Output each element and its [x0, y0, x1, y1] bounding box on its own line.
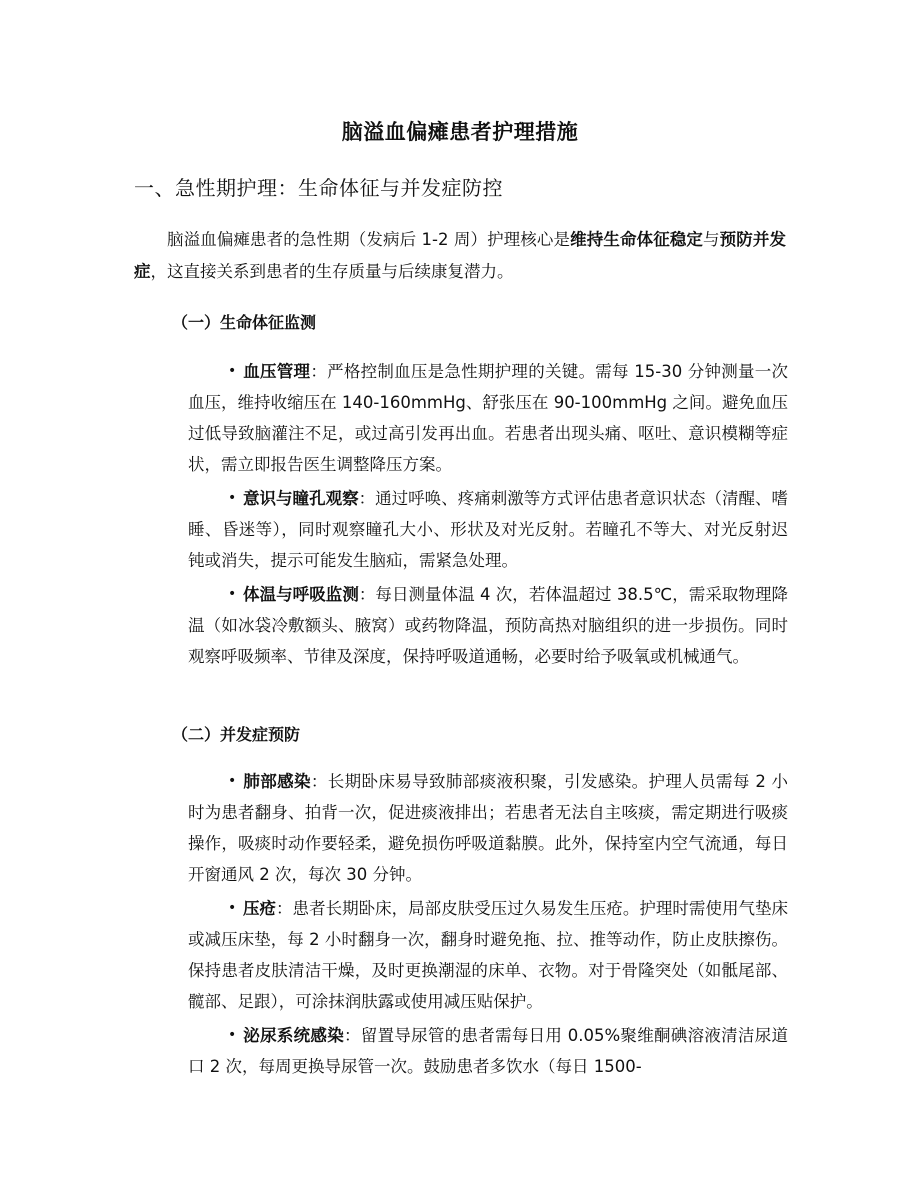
item-label: 体温与呼吸监测 [243, 585, 359, 604]
item-text: ：患者长期卧床，局部皮肤受压过久易发生压疮。护理时需使用气垫床或减压床垫，每 2 小时翻身一次，翻身时避免拖、拉、推等动作，防止皮肤擦伤。保持患者皮肤清洁干燥，及时更换潮湿的床单、衣物。对于骨隆突处（如骶尾部、髋部、足跟），可涂抹润肤露或使用减压贴保护。 [188, 899, 789, 1011]
item-text: ：留置导尿管的患者需每日用 0.05%聚维酮碘溶液清洁尿道口 2 次，每周更换导尿管一次。鼓励患者多饮水（每日 1500- [188, 1026, 788, 1076]
complications-list [188, 766, 788, 1085]
subheading-complications: （二）并发症预防 [172, 725, 301, 744]
item-label: 血压管理 [243, 362, 311, 381]
bullet-icon: • [228, 363, 237, 379]
intro-text-2: 与 [703, 230, 720, 249]
intro-bold-2: 预防并发症 [134, 230, 787, 281]
bullet-icon: • [228, 900, 237, 916]
document-title: 脑溢血偏瘫患者护理措施 [341, 120, 579, 144]
list-item [188, 1020, 788, 1082]
bullet-icon: • [228, 586, 237, 602]
list-item [188, 766, 788, 890]
intro-text-1: 脑溢血偏瘫患者的急性期（发病后 1-2 周）护理核心是 [167, 230, 571, 249]
bullet-icon: • [228, 773, 237, 789]
item-label: 意识与瞳孔观察 [243, 489, 359, 508]
list-item [188, 356, 788, 480]
bullet-icon: • [228, 490, 237, 506]
list-item [188, 483, 788, 576]
item-label: 泌尿系统感染 [243, 1026, 344, 1045]
intro-paragraph [134, 224, 786, 288]
subheading-vital-signs: （一）生命体征监测 [172, 313, 317, 332]
item-label: 肺部感染 [243, 772, 311, 791]
intro-text-3: ，这直接关系到患者的生存质量与后续康复潜力。 [150, 262, 514, 281]
item-text: ：每日测量体温 4 次，若体温超过 38.5℃，需采取物理降温（如冰袋冷敷额头、腋窝）或药物降温，预防高热对脑组织的进一步损伤。同时观察呼吸频率、节律及深度，保持呼吸道通畅，必要时给予吸氧或机械通气。 [188, 585, 789, 666]
item-text: ：严格控制血压是急性期护理的关键。需每 15-30 分钟测量一次血压，维持收缩压在 140-160mmHg、舒张压在 90-100mmHg 之间。避免血压过低导致脑灌注不足，或过高引发再出血。若患者出现头痛、呕吐、意识模糊等症状，需立即报告医生调整降压方案。 [188, 362, 789, 474]
item-text: ：通过呼唤、疼痛刺激等方式评估患者意识状态（清醒、嗜睡、昏迷等），同时观察瞳孔大小、形状及对光反射。若瞳孔不等大、对光反射迟钝或消失，提示可能发生脑疝，需紧急处理。 [188, 489, 789, 570]
intro-bold-1: 维持生命体征稳定 [570, 230, 704, 249]
item-label: 压疮 [243, 899, 277, 918]
item-text: ：长期卧床易导致肺部痰液积聚，引发感染。护理人员需每 2 小时为患者翻身、拍背一次，促进痰液排出；若患者无法自主咳痰，需定期进行吸痰操作，吸痰时动作要轻柔，避免损伤呼吸道黏膜。此外，保持室内空气流通，每日开窗通风 2 次，每次 30 分钟。 [188, 772, 788, 884]
section-heading-acute-care: 一、急性期护理：生命体征与并发症防控 [134, 176, 503, 200]
bullet-icon: • [228, 1027, 237, 1043]
vital-signs-list [188, 356, 788, 675]
list-item [188, 579, 788, 672]
list-item [188, 893, 788, 1017]
